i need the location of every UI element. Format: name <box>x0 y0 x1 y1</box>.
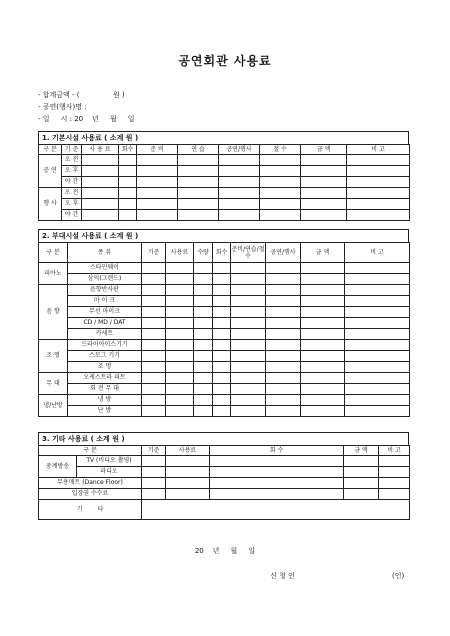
row-label: 오 전 <box>62 188 82 199</box>
row-label: 삼익(그랜드) <box>68 274 142 285</box>
cell <box>142 489 166 500</box>
cell <box>210 478 344 489</box>
cell <box>119 166 137 177</box>
cell <box>219 166 260 177</box>
cell <box>137 199 178 210</box>
cell <box>301 155 347 166</box>
cell <box>166 489 210 500</box>
cell <box>213 296 231 307</box>
cell <box>178 210 219 221</box>
cell <box>194 406 213 417</box>
cell <box>119 188 137 199</box>
row-label: 음향반사판 <box>68 285 142 296</box>
row-label: 카세트 <box>68 329 142 340</box>
cell <box>301 329 345 340</box>
cell <box>166 384 194 395</box>
cell <box>194 351 213 362</box>
cell <box>213 373 231 384</box>
cell <box>142 384 166 395</box>
event-name-line: - 공연(행사)명 : <box>38 103 87 111</box>
cell <box>301 166 347 177</box>
cell <box>344 456 379 467</box>
col-header: 비 고 <box>345 243 410 263</box>
cell <box>347 188 410 199</box>
cell <box>137 155 178 166</box>
cell <box>301 199 347 210</box>
col-header: 구 분 <box>39 145 62 155</box>
col-header: 수량 <box>194 243 213 263</box>
cell <box>266 329 301 340</box>
basic-facility-title: 1. 기본시설 사용료 ( 소계 원 ) <box>38 131 409 144</box>
cell <box>142 373 166 384</box>
row-label: 무용매트 (Dance Floor) <box>39 478 142 489</box>
col-header: 회수 <box>119 145 137 155</box>
cell <box>301 351 345 362</box>
cell <box>266 351 301 362</box>
cell <box>213 351 231 362</box>
cell <box>142 307 166 318</box>
group-label: 공 연 <box>39 155 62 188</box>
row-label: 야 간 <box>62 177 82 188</box>
cell <box>260 199 301 210</box>
cell <box>210 456 344 467</box>
cell <box>301 263 345 274</box>
cell <box>260 188 301 199</box>
total-amount-line: - 합계금액 - ( 원 ) <box>38 91 125 99</box>
cell <box>119 177 137 188</box>
cell <box>231 285 266 296</box>
cell <box>301 395 345 406</box>
cell <box>194 340 213 351</box>
cell <box>82 210 119 221</box>
group-label: 중계방송 <box>39 456 77 478</box>
cell <box>82 199 119 210</box>
cell <box>301 210 347 221</box>
cell <box>301 318 345 329</box>
cell <box>166 340 194 351</box>
cell <box>301 307 345 318</box>
cell <box>119 210 137 221</box>
col-header: 금 액 <box>301 243 345 263</box>
col-header: 공연/행사 <box>219 145 260 155</box>
cell <box>231 406 266 417</box>
cell <box>231 384 266 395</box>
cell <box>345 296 410 307</box>
cell <box>231 340 266 351</box>
cell <box>142 478 166 489</box>
cell <box>379 489 410 500</box>
cell <box>137 210 178 221</box>
cell <box>166 318 194 329</box>
cell <box>301 406 345 417</box>
extra-facility-section <box>38 229 409 417</box>
cell <box>301 384 345 395</box>
col-header: 금 액 <box>301 145 347 155</box>
cell <box>260 177 301 188</box>
cell <box>166 285 194 296</box>
col-header: 회 수 <box>210 446 344 456</box>
cell <box>178 155 219 166</box>
col-header: 철 수 <box>260 145 301 155</box>
cell <box>142 395 166 406</box>
cell <box>166 395 194 406</box>
cell <box>345 406 410 417</box>
footer-date: 20 년 월 일 <box>194 547 256 555</box>
other-fee-section <box>38 432 409 520</box>
row-label: 스타인웨이 <box>68 263 142 274</box>
cell <box>379 456 410 467</box>
cell <box>345 351 410 362</box>
page-title: 공연회관 사용료 <box>178 54 272 68</box>
cell <box>194 373 213 384</box>
cell <box>231 329 266 340</box>
cell <box>213 263 231 274</box>
cell <box>166 478 210 489</box>
cell <box>137 177 178 188</box>
row-label: 회 전 무 대 <box>68 384 142 395</box>
row-label: 입장권 수수료 <box>39 489 142 500</box>
cell <box>166 307 194 318</box>
cell <box>213 384 231 395</box>
cell <box>345 395 410 406</box>
cell <box>219 155 260 166</box>
row-label: 오 전 <box>62 155 82 166</box>
cell <box>194 362 213 373</box>
cell <box>213 318 231 329</box>
row-label: 스모그 기기 <box>68 351 142 362</box>
cell <box>178 199 219 210</box>
col-header: 사용료 <box>166 243 194 263</box>
cell <box>213 274 231 285</box>
cell <box>345 285 410 296</box>
row-label: 오케스트라 피트 <box>68 373 142 384</box>
other-fee-title: 3. 기타 사용료 ( 소계 원 ) <box>38 432 409 445</box>
row-label: 조 명 <box>68 362 142 373</box>
cell <box>194 318 213 329</box>
cell <box>166 296 194 307</box>
col-header: 연 습 <box>178 145 219 155</box>
row-label: 라디오 <box>77 467 142 478</box>
cell <box>178 177 219 188</box>
cell <box>166 456 210 467</box>
cell <box>344 478 379 489</box>
col-header: 사용료 <box>166 446 210 456</box>
group-label: 냉/난방 <box>39 395 68 417</box>
cell <box>142 406 166 417</box>
misc-label: 기 타 <box>39 500 142 520</box>
cell <box>266 362 301 373</box>
cell <box>301 362 345 373</box>
col-header: 구 분 <box>39 243 68 263</box>
cell <box>301 177 347 188</box>
cell <box>231 373 266 384</box>
cell <box>266 307 301 318</box>
cell <box>266 285 301 296</box>
row-label: 드라이아이스기기 <box>68 340 142 351</box>
cell <box>301 373 345 384</box>
cell <box>213 406 231 417</box>
cell <box>344 467 379 478</box>
cell <box>379 478 410 489</box>
cell <box>137 188 178 199</box>
col-header: 비 고 <box>347 145 410 155</box>
cell <box>345 340 410 351</box>
cell <box>82 166 119 177</box>
row-label: CD / MD / DAT <box>68 318 142 329</box>
basic-facility-section <box>38 131 409 221</box>
cell <box>194 395 213 406</box>
cell <box>260 166 301 177</box>
cell <box>347 210 410 221</box>
cell <box>194 263 213 274</box>
cell <box>213 340 231 351</box>
cell <box>82 188 119 199</box>
col-header: 준비/연습/철수 <box>231 243 266 263</box>
cell <box>210 489 344 500</box>
group-label: 음 향 <box>39 285 68 340</box>
cell <box>301 285 345 296</box>
cell <box>142 318 166 329</box>
col-header: 사 용 료 <box>82 145 119 155</box>
cell <box>345 318 410 329</box>
cell <box>266 274 301 285</box>
row-label: 오 후 <box>62 166 82 177</box>
col-header: 기준 <box>142 243 166 263</box>
cell <box>213 329 231 340</box>
cell <box>347 177 410 188</box>
cell <box>345 329 410 340</box>
cell <box>142 329 166 340</box>
cell <box>266 296 301 307</box>
applicant-label: 신 청 인 <box>270 572 295 580</box>
cell <box>142 340 166 351</box>
cell <box>231 351 266 362</box>
cell <box>301 340 345 351</box>
cell <box>194 307 213 318</box>
cell <box>301 188 347 199</box>
row-label: 냉 방 <box>68 395 142 406</box>
row-label: 야 간 <box>62 210 82 221</box>
seal-mark: (인) <box>392 572 405 580</box>
cell <box>345 373 410 384</box>
cell <box>166 274 194 285</box>
cell <box>137 166 178 177</box>
group-label: 무 대 <box>39 373 68 395</box>
cell <box>142 274 166 285</box>
cell <box>142 467 166 478</box>
cell <box>266 395 301 406</box>
cell <box>301 296 345 307</box>
cell <box>166 362 194 373</box>
cell <box>301 274 345 285</box>
cell <box>213 362 231 373</box>
cell <box>231 307 266 318</box>
cell <box>260 210 301 221</box>
col-header: 구 분 <box>39 446 142 456</box>
cell <box>231 274 266 285</box>
cell <box>266 373 301 384</box>
cell <box>166 467 210 478</box>
basic-facility-table <box>38 144 410 221</box>
cell <box>231 362 266 373</box>
col-header: 비 고 <box>379 446 410 456</box>
cell <box>142 263 166 274</box>
extra-facility-table <box>38 242 410 417</box>
cell <box>166 373 194 384</box>
cell <box>266 263 301 274</box>
col-header: 기준 <box>142 446 166 456</box>
cell <box>166 406 194 417</box>
cell <box>219 199 260 210</box>
cell <box>142 296 166 307</box>
cell <box>82 177 119 188</box>
cell <box>178 188 219 199</box>
cell <box>231 296 266 307</box>
cell <box>213 395 231 406</box>
cell <box>266 318 301 329</box>
cell <box>119 199 137 210</box>
cell <box>178 166 219 177</box>
col-header: 준 비 <box>137 145 178 155</box>
cell <box>345 307 410 318</box>
cell <box>219 188 260 199</box>
row-label: 마 이 크 <box>68 296 142 307</box>
cell <box>119 155 137 166</box>
cell <box>260 155 301 166</box>
cell <box>266 384 301 395</box>
cell <box>231 395 266 406</box>
group-label: 행 사 <box>39 188 62 221</box>
cell <box>231 263 266 274</box>
cell <box>213 285 231 296</box>
cell <box>231 318 266 329</box>
row-label: 무선 마이크 <box>68 307 142 318</box>
col-header: 기 준 <box>62 145 82 155</box>
row-label: 난 방 <box>68 406 142 417</box>
cell <box>194 285 213 296</box>
cell <box>210 467 344 478</box>
col-header: 공연/행사 <box>266 243 301 263</box>
cell <box>194 296 213 307</box>
other-fee-table <box>38 445 410 520</box>
col-header: 금 액 <box>344 446 379 456</box>
cell <box>344 489 379 500</box>
date-line: - 일 시 : 20 년 월 일 <box>38 115 135 123</box>
cell <box>82 155 119 166</box>
cell <box>345 362 410 373</box>
cell <box>213 307 231 318</box>
cell <box>194 384 213 395</box>
cell <box>379 467 410 478</box>
cell <box>166 329 194 340</box>
extra-facility-title: 2. 부대시설 사용료 ( 소계 원 ) <box>38 229 409 242</box>
cell <box>345 263 410 274</box>
cell <box>142 351 166 362</box>
cell <box>142 456 166 467</box>
cell <box>347 199 410 210</box>
cell <box>142 362 166 373</box>
col-header: 회수 <box>213 243 231 263</box>
row-label: 오 후 <box>62 199 82 210</box>
cell <box>219 210 260 221</box>
group-label: 피아노 <box>39 263 68 285</box>
cell <box>194 329 213 340</box>
cell <box>266 340 301 351</box>
cell <box>347 166 410 177</box>
row-label: TV (비디오 촬영) <box>77 456 142 467</box>
group-label: 조 명 <box>39 340 68 373</box>
cell <box>166 263 194 274</box>
cell <box>266 406 301 417</box>
cell <box>345 274 410 285</box>
misc-cell <box>142 500 410 520</box>
cell <box>166 351 194 362</box>
cell <box>345 384 410 395</box>
col-header: 종 류 <box>68 243 142 263</box>
cell <box>194 274 213 285</box>
cell <box>142 285 166 296</box>
cell <box>219 177 260 188</box>
cell <box>347 155 410 166</box>
